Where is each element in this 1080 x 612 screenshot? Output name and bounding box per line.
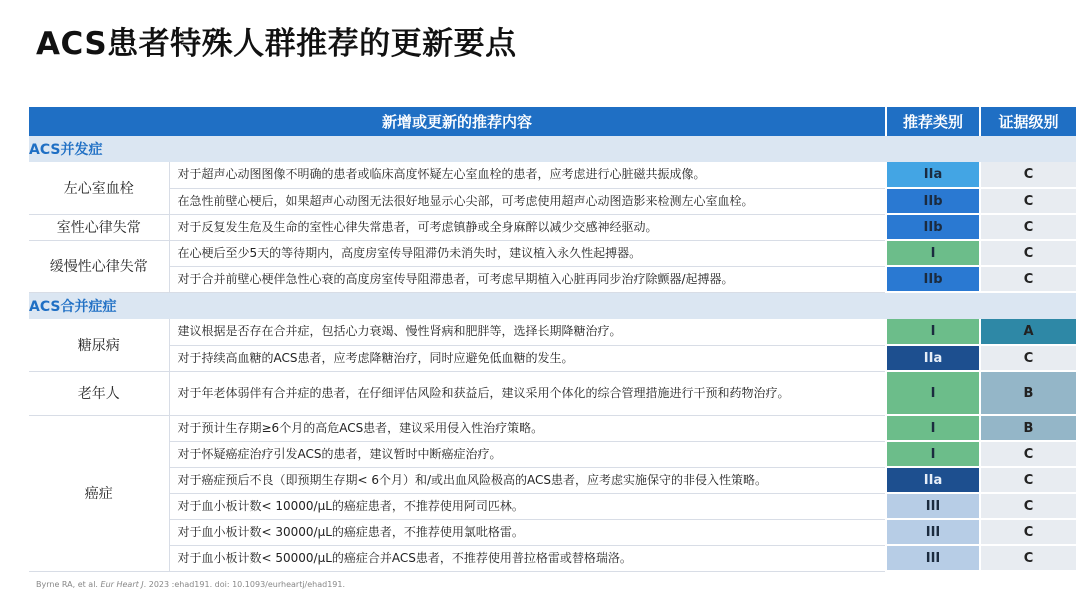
- evidence-level: B: [980, 371, 1076, 415]
- evidence-level: C: [980, 214, 1076, 240]
- table-row: [29, 371, 1076, 415]
- recommendation-text: 对于血小板计数< 10000/µL的癌症患者，不推荐使用阿司匹林。: [169, 493, 886, 519]
- recommendation-class: IIb: [886, 266, 980, 292]
- slide-title: ACS患者特殊人群推荐的更新要点: [36, 26, 517, 62]
- evidence-level: C: [980, 441, 1076, 467]
- footnote-authors: Byrne RA, et al.: [36, 580, 101, 589]
- table-row: [29, 188, 1076, 214]
- table-header-row: [29, 107, 1076, 136]
- section-row: [29, 136, 1076, 162]
- recommendation-class: IIa: [886, 162, 980, 188]
- table-row: [29, 162, 1076, 188]
- evidence-level: C: [980, 493, 1076, 519]
- section-title: ACS并发症: [29, 136, 1076, 162]
- table-row: [29, 519, 1076, 545]
- table-row: [29, 214, 1076, 240]
- recommendation-class: III: [886, 545, 980, 571]
- recommendation-text: 对于持续高血糖的ACS患者，应考虑降糖治疗，同时应避免低血糖的发生。: [169, 345, 886, 371]
- recommendation-class: I: [886, 415, 980, 441]
- recommendation-text: 对于年老体弱伴有合并症的患者，在仔细评估风险和获益后，建议采用个体化的综合管理措施进行干预和药物治疗。: [169, 371, 886, 415]
- group-name: 癌症: [29, 415, 169, 571]
- recommendation-text: 对于怀疑癌症治疗引发ACS的患者，建议暂时中断癌症治疗。: [169, 441, 886, 467]
- recommendation-class: IIa: [886, 345, 980, 371]
- evidence-level: C: [980, 162, 1076, 188]
- recommendation-class: I: [886, 371, 980, 415]
- section-row: [29, 292, 1076, 319]
- recommendation-text: 对于血小板计数< 50000/µL的癌症合并ACS患者，不推荐使用普拉格雷或替格瑞洛。: [169, 545, 886, 571]
- recommendation-class: IIb: [886, 188, 980, 214]
- recommendation-text: 对于癌症预后不良（即预期生存期< 6个月）和/或出血风险极高的ACS患者，应考虑实施保守的非侵入性策略。: [169, 467, 886, 493]
- footnote-journal: Eur Heart J: [100, 580, 144, 589]
- footnote-citation: . 2023 :ehad191. doi: 10.1093/eurheartj/ehad191.: [143, 580, 346, 589]
- recommendation-text: 建议根据是否存在合并症，包括心力衰竭、慢性肾病和肥胖等，选择长期降糖治疗。: [169, 319, 886, 345]
- table-row: [29, 415, 1076, 441]
- table-row: [29, 441, 1076, 467]
- table-row: [29, 345, 1076, 371]
- recommendation-class: I: [886, 240, 980, 266]
- evidence-level: C: [980, 240, 1076, 266]
- evidence-level: C: [980, 188, 1076, 214]
- group-name: 缓慢性心律失常: [29, 240, 169, 292]
- header-class: 推荐类别: [886, 107, 980, 136]
- table-row: [29, 266, 1076, 292]
- recommendation-text: 对于预计生存期≥6个月的高危ACS患者，建议采用侵入性治疗策略。: [169, 415, 886, 441]
- recommendation-class: III: [886, 493, 980, 519]
- section-title: ACS合并症症: [29, 292, 1076, 319]
- recommendation-text: 对于超声心动图图像不明确的患者或临床高度怀疑左心室血栓的患者，应考虑进行心脏磁共振成像。: [169, 162, 886, 188]
- evidence-level: A: [980, 319, 1076, 345]
- group-name: 左心室血栓: [29, 162, 169, 214]
- evidence-level: B: [980, 415, 1076, 441]
- recommendation-text: 对于合并前壁心梗伴急性心衰的高度房室传导阻滞患者，可考虑早期植入心脏再同步治疗除颤器/起搏器。: [169, 266, 886, 292]
- recommendation-class: I: [886, 441, 980, 467]
- header-level: 证据级别: [980, 107, 1076, 136]
- table-body: [29, 136, 1076, 571]
- group-name: 室性心律失常: [29, 214, 169, 240]
- evidence-level: C: [980, 266, 1076, 292]
- evidence-level: C: [980, 545, 1076, 571]
- recommendation-table: [29, 107, 1076, 572]
- recommendation-class: IIa: [886, 467, 980, 493]
- recommendation-text: 在急性前壁心梗后，如果超声心动图无法很好地显示心尖部，可考虑使用超声心动图造影来检测左心室血栓。: [169, 188, 886, 214]
- recommendation-class: IIb: [886, 214, 980, 240]
- evidence-level: C: [980, 519, 1076, 545]
- recommendation-text: 在心梗后至少5天的等待期内，高度房室传导阻滞仍未消失时，建议植入永久性起搏器。: [169, 240, 886, 266]
- recommendation-class: III: [886, 519, 980, 545]
- table-row: [29, 467, 1076, 493]
- evidence-level: C: [980, 345, 1076, 371]
- table-row: [29, 545, 1076, 571]
- table-row: [29, 240, 1076, 266]
- footnote: [36, 580, 345, 589]
- evidence-level: C: [980, 467, 1076, 493]
- group-name: 糖尿病: [29, 319, 169, 371]
- table-row: [29, 319, 1076, 345]
- recommendation-text: 对于血小板计数< 30000/µL的癌症患者，不推荐使用氯吡格雷。: [169, 519, 886, 545]
- header-content: 新增或更新的推荐内容: [29, 107, 886, 136]
- recommendation-class: I: [886, 319, 980, 345]
- recommendation-text: 对于反复发生危及生命的室性心律失常患者，可考虑镇静或全身麻醉以减少交感神经驱动。: [169, 214, 886, 240]
- table-row: [29, 493, 1076, 519]
- group-name: 老年人: [29, 371, 169, 415]
